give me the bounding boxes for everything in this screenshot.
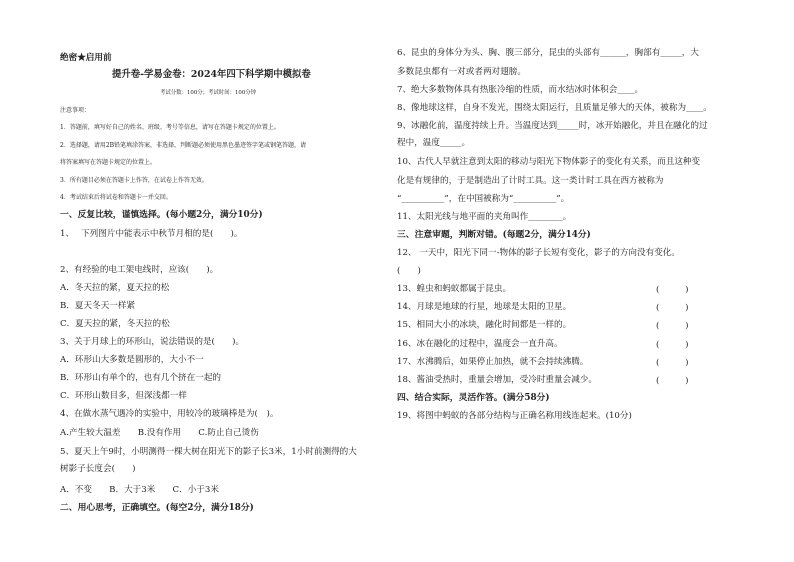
section-1-heading: 一、反复比较，谨慎选择。(每小题2分，满分10分) <box>60 210 263 220</box>
question-6: 6、昆虫的身体分为头、胸、腹三部分，昆虫的头部有______，胸部有_____，大 <box>397 48 699 58</box>
question-2: 2、有经验的电工架电线时，应该( )。 <box>60 265 219 275</box>
exam-title: 提升卷-学易金卷：2024年四下科学期中模拟卷 <box>112 69 311 80</box>
question-3-option-a: A．环形山大多数是圆形的，大小不一 <box>60 355 204 365</box>
question-3-option-c: C．环形山数目多，但深浅都一样 <box>60 391 187 401</box>
question-2-option-a: A．冬天拉的紧，夏天拉的松 <box>60 283 170 293</box>
note-item: 2．选择题，请用2B铅笔填涂答案，非选择，判断题必须使用黑色墨迹签字笔或钢笔答题，请 <box>60 142 307 149</box>
question-7: 7、绝大多数物体具有热胀冷缩的性质，而水结冰时体积会____。 <box>397 85 644 95</box>
notes-heading: 注意事项： <box>60 107 91 114</box>
question-13: 13、蝗虫和蚂蚁都属于昆虫。 <box>397 284 512 294</box>
question-4-options: A.产生较大温差 B.没有作用 C.防止自己烫伤 <box>60 428 259 438</box>
question-12-answer: ( ) <box>397 266 421 276</box>
question-19: 19、将图中蚂蚁的各部分结构与正确名称用线连起来。(10分) <box>397 411 632 421</box>
question-9-cont: 程中，温度_____。 <box>397 138 471 148</box>
question-10-cont-2: “__________”，在中国被称为“__________”。 <box>397 194 570 204</box>
question-15: 15、相同大小的冰块，融化时间都是一样的。 <box>397 320 572 330</box>
question-17: 17、水沸腾后，如果停止加热，就不会持续沸腾。 <box>397 357 589 367</box>
answer-blank: ( ) <box>656 303 689 313</box>
secret-label: 绝密★启用前 <box>60 53 112 63</box>
question-10: 10、古代人早就注意到太阳的移动与阳光下物体影子的变化有关系，而且这种变 <box>397 157 701 167</box>
exam-meta: 考试分数：100分；考试时间：100分钟 <box>160 90 257 96</box>
question-2-option-b: B．夏天冬天一样紧 <box>60 301 136 311</box>
section-2-heading: 二、用心思考，正确填空。(每空2分，满分18分) <box>60 503 254 513</box>
note-item: 1．答题前，填写好自己的姓名、班级、考号等信息，请写在答题卡规定的位置上。 <box>60 124 280 131</box>
answer-blank: ( ) <box>656 321 689 331</box>
answer-blank: ( ) <box>656 285 689 295</box>
question-5: 5、夏天上午9时，小明测得一棵大树在阳光下的影子长3米，1小时前测得的大 <box>60 447 357 457</box>
section-4-heading: 四、结合实际，灵活作答。(满分58分) <box>397 393 550 403</box>
question-1: 1、 下列图片中能表示中秋节月相的是( )。 <box>60 229 243 239</box>
question-10-cont: 化是有规律的，于是制造出了计时工具。这一类计时工具在西方被称为 <box>397 176 664 186</box>
question-9: 9、冰融化前，温度持续上升。当温度达到_____时，冰开始融化，并且在融化的过 <box>397 121 708 131</box>
question-12: 12、 一天中，阳光下同一-物体的影子长短有变化，影子的方向没有变化。 <box>397 248 680 258</box>
answer-blank: ( ) <box>656 358 689 368</box>
note-item: 3．所有题目必须在答题卡上作答，在试卷上作答无效。 <box>60 177 208 184</box>
question-2-option-c: C．夏天拉的紧，冬天拉的松 <box>60 319 170 329</box>
question-3: 3、关于月球上的环形山，说法错误的是( )。 <box>60 337 245 347</box>
question-16: 16、冰在融化的过程中，温度会一直升高。 <box>397 339 563 349</box>
note-item: 将答案填写在答题卡规定的位置上。 <box>60 159 157 166</box>
question-14: 14、月球是地球的行星，地球是太阳的卫星。 <box>397 302 572 312</box>
answer-blank: ( ) <box>656 340 689 350</box>
question-5-cont: 树影子长度会( ) <box>60 464 136 474</box>
question-18: 18、酱油受热时，重量会增加，受冷时重量会减少。 <box>397 375 597 385</box>
question-4: 4、在做水蒸气遇冷的实验中，用较冷的玻璃棒是为( )。 <box>60 409 279 419</box>
question-3-option-b: B．环形山有单个的，也有几个挤在一起的 <box>60 373 222 383</box>
answer-blank: ( ) <box>656 376 689 386</box>
question-6-cont: 多数昆虫都有一对或者两对翅膀。 <box>397 67 526 77</box>
section-3-heading: 三、注意审题，判断对错。(每题2分，满分14分) <box>397 230 591 240</box>
question-5-options: A．不变 B．大于3米 C．小于3米 <box>60 485 219 495</box>
note-item: 4．考试结束后将试卷和答题卡一并交回。 <box>60 194 172 201</box>
question-11: 11、太阳光线与地平面的夹角叫作________。 <box>397 212 572 222</box>
question-8: 8、像地球这样，自身不发光，围绕太阳运行，且质量足够大的天体，被称为____。 <box>397 103 712 113</box>
